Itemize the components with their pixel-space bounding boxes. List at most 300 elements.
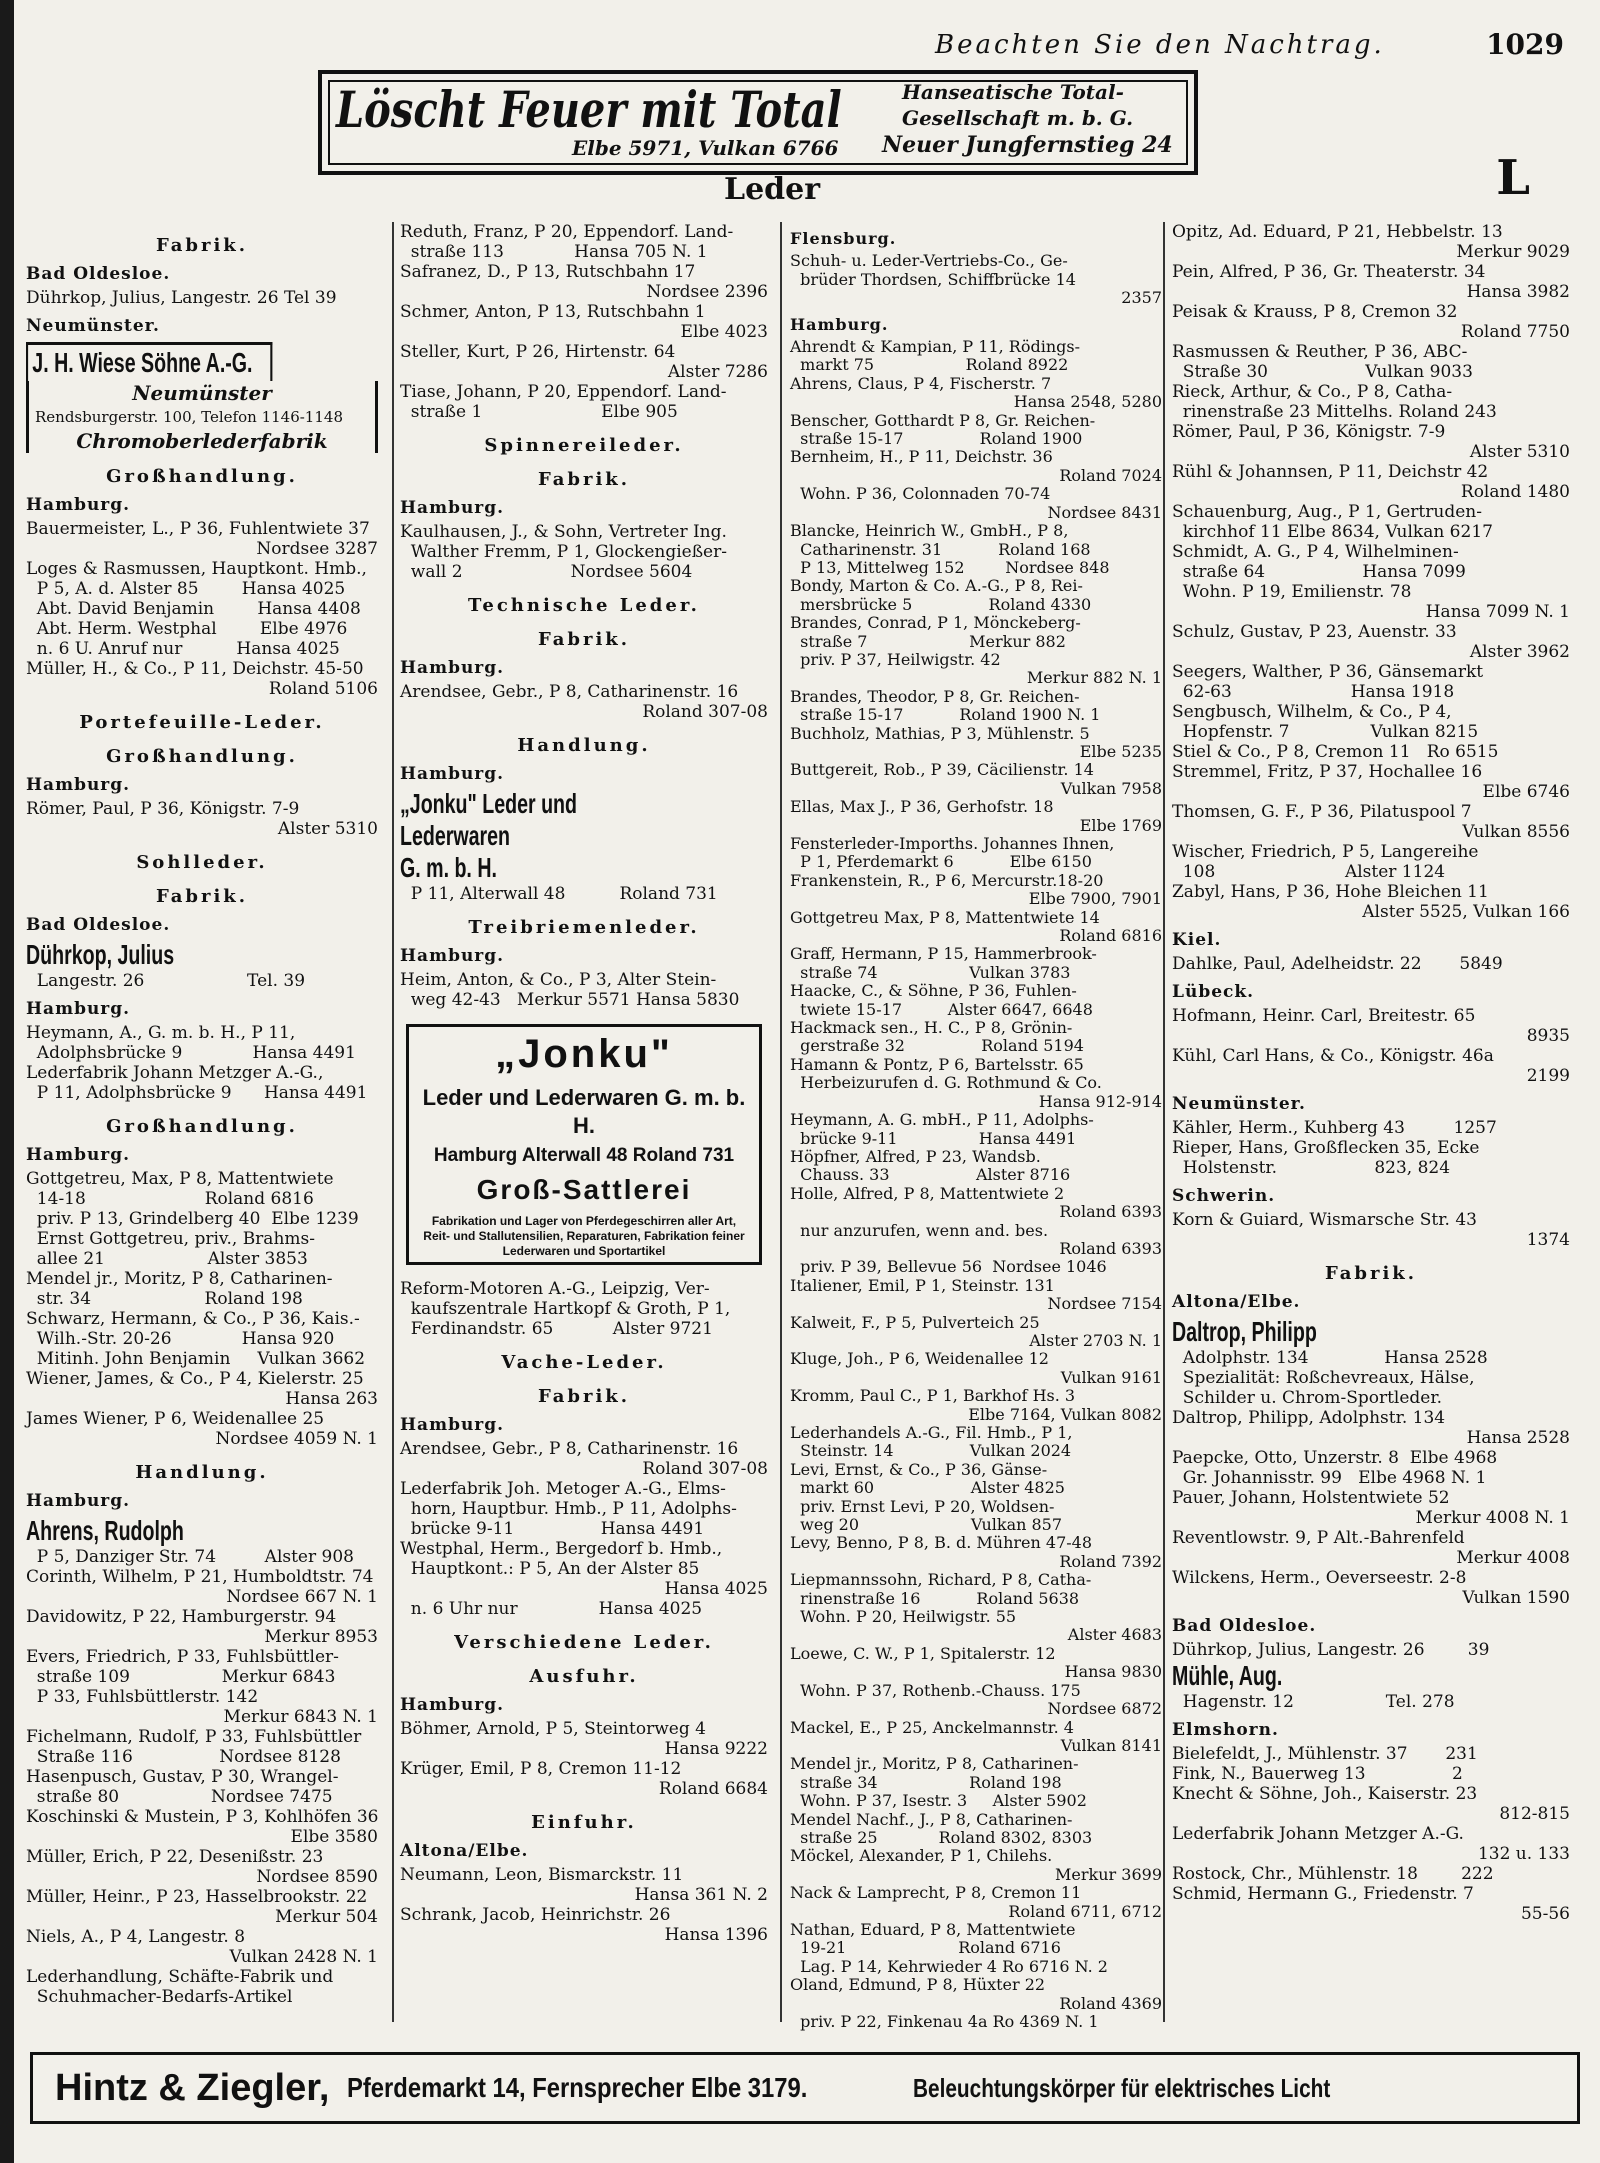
entry-phone: Alster 7286 (667, 362, 768, 382)
bottom-ad-address: Pferdemarkt 14, Fernsprecher Elbe 3179. (347, 2072, 808, 2103)
entry-line: Steinstr. 14 Vulkan 2024 (790, 1441, 1072, 1461)
entry-line: straße 34 Roland 198 (790, 1772, 1062, 1792)
entry-line: allee 21 Alster 3853 (26, 1249, 308, 1269)
category-heading: Sohlleder. (136, 852, 268, 873)
entry-line: Römer, Paul, P 36, Königstr. 7-9 (1172, 422, 1446, 442)
entry-line: Italiener, Emil, P 1, Steinstr. 131 (790, 1275, 1055, 1295)
entry-phone: Merkur 504 (275, 1907, 378, 1927)
entry-line: Loges & Rasmussen, Hauptkont. Hmb., (26, 559, 367, 579)
entry-line: Fichelmann, Rudolf, P 33, Fuhlsbüttler (26, 1727, 362, 1747)
entry-line: Wohn. P 37, Isestr. 3 Alster 5902 (790, 1791, 1087, 1811)
entry-line: Nathan, Eduard, P 8, Mattentwiete (790, 1919, 1076, 1939)
entry-line: Hofmann, Heinr. Carl, Breitestr. 65 (1172, 1006, 1476, 1026)
city-heading: Altona/Elbe. (400, 1841, 529, 1861)
entry-line: Gr. Johannisstr. 99 Elbe 4968 N. 1 (1172, 1468, 1487, 1488)
entry-line: Reform-Motoren A.-G., Leipzig, Ver- (400, 1279, 710, 1299)
entry-line: Heim, Anton, & Co., P 3, Alter Stein- (400, 970, 717, 990)
entry-line: Langestr. 26 Tel. 39 (26, 971, 306, 991)
display-entry: Daltrop, Philipp (1172, 1316, 1317, 1347)
city-heading: Hamburg. (26, 1145, 131, 1165)
entry-phone: Nordsee 3287 (256, 539, 378, 559)
entry-line: Wilh.-Str. 20-26 Hansa 920 (26, 1329, 335, 1349)
page-number: 1029 (1486, 28, 1564, 61)
entry-line: Catharinenstr. 31 Roland 168 (790, 539, 1091, 559)
entry-line: Holle, Alfred, P 8, Mattentwiete 2 (790, 1183, 1065, 1203)
entry-line: Chauss. 33 Alster 8716 (790, 1165, 1071, 1185)
entry-phone: 2199 (1526, 1066, 1570, 1086)
entry-line: Seegers, Walther, P 36, Gänsemarkt (1172, 662, 1484, 682)
entry-line: Rasmussen & Reuther, P 36, ABC- (1172, 342, 1468, 362)
entry-line: Lederhandels A.-G., Fil. Hmb., P 1, (790, 1423, 1073, 1442)
entry-line: Kähler, Herm., Kuhberg 43 1257 (1172, 1118, 1497, 1138)
entry-line: Straße 30 Vulkan 9033 (1172, 362, 1473, 382)
entry-phone: Alster 2703 N. 1 (1029, 1330, 1162, 1350)
city-heading: Hamburg. (400, 1415, 505, 1435)
entry-line: Römer, Paul, P 36, Königstr. 7-9 (26, 799, 300, 819)
entry-line: Lederhandlung, Schäfte-Fabrik und (26, 1967, 334, 1987)
ad-box-line: Neumünster (26, 381, 378, 405)
entry-line: Fink, N., Bauerweg 13 2 (1172, 1764, 1463, 1784)
entry-line: Benscher, Gotthardt P 8, Gr. Reichen- (790, 410, 1096, 430)
entry-line: Tiase, Johann, P 20, Eppendorf. Land- (400, 382, 727, 402)
entry-line: Schilder u. Chrom-Sportleder. (1172, 1388, 1443, 1408)
entry-line: Knecht & Söhne, Joh., Kaiserstr. 23 (1172, 1784, 1478, 1804)
entry-line: nur anzurufen, wenn and. bes. (790, 1220, 1049, 1240)
category-heading: Technische Leder. (468, 595, 700, 616)
category-heading: Großhandlung. (106, 746, 298, 767)
entry-line: priv. P 22, Finkenau 4a Ro 4369 N. 1 (790, 2012, 1099, 2031)
jonku-ad-line: Leder und Lederwaren G. m. b. H. (406, 1081, 762, 1143)
entry-line: Pein, Alfred, P 36, Gr. Theaterstr. 34 (1172, 262, 1486, 282)
city-heading: Hamburg. (400, 498, 505, 518)
entry-line: Höpfner, Alfred, P 23, Wandsb. (790, 1146, 1041, 1166)
bottom-ad-company: Hintz & Ziegler, (55, 2066, 330, 2109)
ad-box-line: Rendsburgerstr. 100, Telefon 1146-1148 (26, 405, 378, 429)
display-entry: Dührkop, Julius (26, 939, 175, 970)
entry-line: Heymann, A. G. mbH., P 11, Adolphs- (790, 1110, 1094, 1130)
entry-line: wall 2 Nordsee 5604 (400, 562, 693, 582)
entry-phone: Elbe 7164, Vulkan 8082 (968, 1404, 1162, 1424)
entry-line: kirchhof 11 Elbe 8634, Vulkan 6217 (1172, 522, 1493, 542)
entry-phone: Elbe 4023 (680, 322, 768, 342)
entry-line: Kromm, Paul C., P 1, Barkhof Hs. 3 (790, 1386, 1076, 1406)
category-heading: Spinnereileder. (484, 435, 684, 456)
entry-line: Bernheim, H., P 11, Deichstr. 36 (790, 447, 1053, 467)
entry-line: Niels, A., P 4, Langestr. 8 (26, 1927, 246, 1947)
entry-line: Arendsee, Gebr., P 8, Catharinenstr. 16 (400, 1439, 739, 1459)
entry-phone: Alster 3962 (1469, 642, 1570, 662)
page-edge (0, 0, 14, 2163)
entry-line: Bondy, Marton & Co. A.-G., P 8, Rei- (790, 576, 1083, 596)
column-1 (26, 222, 378, 2007)
entry-line: Schmid, Hermann G., Friedenstr. 7 (1172, 1884, 1474, 1904)
entry-phone: Vulkan 2428 N. 1 (229, 1947, 378, 1967)
entry-line: Daltrop, Philipp, Adolphstr. 134 (1172, 1408, 1446, 1428)
entry-line: Schulz, Gustav, P 23, Auenstr. 33 (1172, 622, 1457, 642)
entry-line: priv. P 37, Heilwigstr. 42 (790, 649, 1001, 669)
category-heading: Handlung. (135, 1462, 269, 1483)
entry-phone: Elbe 1769 (1079, 815, 1162, 835)
category-heading: Handlung. (517, 735, 651, 756)
city-heading: Hamburg. (400, 946, 505, 966)
entry-line: markt 75 Roland 8922 (790, 355, 1069, 375)
entry-line: Rostock, Chr., Mühlenstr. 18 222 (1172, 1864, 1494, 1884)
entry-line: Ahrendt & Kampian, P 11, Rödings- (790, 337, 1080, 357)
category-heading: Fabrik. (537, 1386, 631, 1407)
entry-line: Müller, H., & Co., P 11, Deichstr. 45-50 (26, 659, 364, 679)
entry-line: brücke 9-11 Hansa 4491 (790, 1128, 1077, 1148)
category-heading: Fabrik. (155, 886, 249, 907)
entry-line: gerstraße 32 Roland 5194 (790, 1036, 1084, 1056)
entry-line: rinenstraße 23 Mittelhs. Roland 243 (1172, 402, 1497, 422)
entry-phone: Elbe 5235 (1079, 741, 1162, 761)
entry-line: straße 109 Merkur 6843 (26, 1667, 336, 1687)
category-heading: Großhandlung. (106, 1116, 298, 1137)
entry-line: Lag. P 14, Kehrwieder 4 Ro 6716 N. 2 (790, 1956, 1108, 1976)
entry-phone: 812-815 (1499, 1804, 1570, 1824)
top-ad-address: Neuer Jungfernstieg 24 (882, 132, 1173, 158)
entry-line: Hasenpusch, Gustav, P 30, Wrangel- (26, 1767, 339, 1787)
entry-phone: Elbe 6746 (1482, 782, 1570, 802)
column-divider (392, 222, 394, 2022)
jonku-ad-line: Fabrikation und Lager von Pferdegeschirren aller Art, Reit- und Stallutensilien, Reparaturen, Fabrikation feiner Lederwaren und Sportartikel (406, 1211, 762, 1265)
entry-line: Schauenburg, Aug., P 1, Gertruden- (1172, 502, 1482, 522)
entry-line: Lederfabrik Joh. Metoger A.-G., Elms- (400, 1479, 726, 1499)
entry-line: Buchholz, Mathias, P 3, Mühlenstr. 5 (790, 723, 1090, 743)
top-ad-company-1: Hanseatische Total- (902, 80, 1124, 104)
entry-line: 62-63 Hansa 1918 (1172, 682, 1455, 702)
bottom-advertisement (30, 2052, 1580, 2124)
entry-phone: Merkur 882 N. 1 (1026, 668, 1162, 688)
entry-phone: Merkur 8953 (264, 1627, 378, 1647)
city-heading: Hamburg. (790, 314, 889, 334)
display-entry: „Jonku" Leder und Lederwaren (400, 788, 578, 851)
entry-line: Ferdinandstr. 65 Alster 9721 (400, 1319, 713, 1339)
entry-phone: Nordsee 8431 (1047, 502, 1162, 522)
entry-line: Hauptkont.: P 5, An der Alster 85 (400, 1559, 700, 1579)
display-entry: Mühle, Aug. (1172, 1660, 1283, 1691)
entry-line: 108 Alster 1124 (1172, 862, 1446, 882)
top-ad-company-2: Gesellschaft m. b. G. (902, 106, 1134, 130)
entry-line: Schuhmacher-Bedarfs-Artikel (26, 1987, 293, 2007)
top-ad-phones: Elbe 5971, Vulkan 6766 (572, 136, 839, 160)
section-letter: L (1496, 150, 1530, 206)
entry-line: straße 80 Nordsee 7475 (26, 1787, 333, 1807)
entry-line: Adolphsbrücke 9 Hansa 4491 (26, 1043, 356, 1063)
category-heading: Fabrik. (155, 235, 249, 256)
entry-line: Lederfabrik Johann Metzger A.-G., (26, 1063, 324, 1083)
category-heading: Großhandlung. (106, 466, 298, 487)
entry-line: Müller, Heinr., P 23, Hasselbrookstr. 22 (26, 1887, 368, 1907)
entry-phone: Nordsee 2396 (646, 282, 768, 302)
entry-phone: 1374 (1526, 1230, 1570, 1250)
entry-line: Loewe, C. W., P 1, Spitalerstr. 12 (790, 1643, 1056, 1663)
category-heading: Portefeuille-Leder. (79, 712, 325, 733)
entry-line: Holstenstr. 823, 824 (1172, 1158, 1451, 1178)
entry-line: Dührkop, Julius, Langestr. 26 Tel 39 (26, 288, 337, 308)
entry-line: Wohn. P 36, Colonnaden 70-74 (790, 484, 1051, 504)
entry-line: Corinth, Wilhelm, P 21, Humboldtstr. 74 (26, 1567, 374, 1587)
category-heading: Fabrik. (1324, 1263, 1418, 1284)
city-heading: Hamburg. (400, 658, 505, 678)
entry-line: Koschinski & Mustein, P 3, Kohlhöfen 36 (26, 1807, 379, 1827)
entry-line: Hopfenstr. 7 Vulkan 8215 (1172, 722, 1479, 742)
entry-line: Rieper, Hans, Großflecken 35, Ecke (1172, 1138, 1480, 1158)
entry-phone: Vulkan 8556 (1462, 822, 1570, 842)
city-heading: Elmshorn. (1172, 1720, 1279, 1740)
entry-phone: Roland 7392 (1059, 1551, 1162, 1571)
entry-line: Thomsen, G. F., P 36, Pilatuspool 7 (1172, 802, 1472, 822)
entry-line: Kluge, Joh., P 6, Weidenallee 12 (790, 1349, 1049, 1369)
column-divider (780, 222, 782, 2022)
entry-line: Herbeizurufen d. G. Rothmund & Co. (790, 1073, 1102, 1093)
jonku-ad-line: Groß-Sattlerei (406, 1169, 762, 1211)
entry-phone: Elbe 3580 (290, 1827, 378, 1847)
entry-line: Straße 116 Nordsee 8128 (26, 1747, 341, 1767)
entry-line: Blancke, Heinrich W., GmbH., P 8, (790, 521, 1069, 541)
city-heading: Bad Oldesloe. (26, 915, 171, 935)
entry-line: Neumann, Leon, Bismarckstr. 11 (400, 1865, 684, 1885)
ad-box-line: Chromoberlederfabrik (26, 429, 378, 453)
category-heading: Fabrik. (537, 469, 631, 490)
entry-line: Graff, Hermann, P 15, Hammerbrook- (790, 944, 1097, 964)
entry-line: straße 25 Roland 8302, 8303 (790, 1827, 1093, 1847)
entry-phone: Alster 5310 (277, 819, 378, 839)
entry-phone: Roland 4369 (1059, 1993, 1162, 2013)
column-2 (400, 222, 768, 1945)
entry-phone: Nordsee 4059 N. 1 (215, 1429, 378, 1449)
jonku-ad-line: Hamburg Alterwall 48 Roland 731 (406, 1143, 762, 1169)
entry-line: Ahrens, Claus, P 4, Fischerstr. 7 (790, 373, 1052, 393)
entry-line: Hagenstr. 12 Tel. 278 (1172, 1692, 1455, 1712)
entry-phone: Roland 7750 (1460, 322, 1570, 342)
entry-line: Stremmel, Fritz, P 37, Hochallee 16 (1172, 762, 1483, 782)
entry-line: Westphal, Herm., Bergedorf b. Hmb., (400, 1539, 723, 1559)
entry-line: Krüger, Emil, P 8, Cremon 11-12 (400, 1759, 682, 1779)
entry-line: Mendel Nachf., J., P 8, Catharinen- (790, 1809, 1073, 1829)
entry-line: Kaulhausen, J., & Sohn, Vertreter Ing. (400, 522, 727, 542)
entry-phone: Alster 5525, Vulkan 166 (1362, 902, 1570, 922)
city-heading: Hamburg. (26, 775, 131, 795)
entry-line: Wohn. P 37, Rothenb.-Chauss. 175 (790, 1680, 1081, 1700)
entry-phone: Vulkan 8141 (1060, 1735, 1162, 1755)
entry-phone: Roland 6711, 6712 (1008, 1901, 1162, 1921)
entry-line: Zabyl, Hans, P 36, Hohe Bleichen 11 (1172, 882, 1489, 902)
entry-line: Reventlowstr. 9, P Alt.-Bahrenfeld (1172, 1528, 1465, 1548)
entry-line: Böhmer, Arnold, P 5, Steintorweg 4 (400, 1719, 706, 1739)
entry-line: n. 6 Uhr nur Hansa 4025 (400, 1599, 703, 1619)
city-heading: Bad Oldesloe. (26, 264, 171, 284)
entry-line: Hamann & Pontz, P 6, Bartelsstr. 65 (790, 1054, 1084, 1074)
entry-line: Mendel jr., Moritz, P 8, Catharinen- (26, 1269, 333, 1289)
entry-phone: Hansa 2548, 5280 (1013, 392, 1162, 412)
entry-line: brüder Thordsen, Schiffbrücke 14 (790, 269, 1076, 289)
entry-line: Mackel, E., P 25, Anckelmannstr. 4 (790, 1717, 1074, 1737)
entry-phone: Vulkan 1590 (1462, 1588, 1570, 1608)
entry-line: Davidowitz, P 22, Hamburgerstr. 94 (26, 1607, 337, 1627)
city-heading: Lübeck. (1172, 982, 1255, 1002)
entry-line: Opitz, Ad. Eduard, P 21, Hebbelstr. 13 (1172, 222, 1503, 242)
entry-phone: Nordsee 6872 (1047, 1699, 1162, 1719)
entry-line: 14-18 Roland 6816 (26, 1189, 314, 1209)
entry-line: Reduth, Franz, P 20, Eppendorf. Land- (400, 222, 734, 242)
ad-box-title: J. H. Wiese Söhne A.-G. (26, 342, 272, 381)
entry-line: n. 6 U. Anruf nur Hansa 4025 (26, 639, 340, 659)
entry-line: Ernst Gottgetreu, priv., Brahms- (26, 1229, 315, 1249)
entry-phone: Hansa 4025 (664, 1579, 768, 1599)
entry-line: Abt. David Benjamin Hansa 4408 (26, 599, 361, 619)
entry-line: straße 15-17 Roland 1900 (790, 429, 1083, 449)
entry-line: Safranez, D., P 13, Rutschbahn 17 (400, 262, 696, 282)
entry-line: mersbrücke 5 Roland 4330 (790, 594, 1092, 614)
entry-line: P 11, Alterwall 48 Roland 731 (400, 884, 718, 904)
entry-line: priv. P 13, Grindelberg 40 Elbe 1239 (26, 1209, 359, 1229)
city-heading: Altona/Elbe. (1172, 1292, 1301, 1312)
entry-line: Wohn. P 19, Emilienstr. 78 (1172, 582, 1412, 602)
entry-phone: Merkur 6843 N. 1 (223, 1707, 378, 1727)
entry-line: Müller, Erich, P 22, Desenißstr. 23 (26, 1847, 324, 1867)
entry-phone: Alster 5310 (1469, 442, 1570, 462)
top-advertisement (318, 70, 1198, 175)
category-heading: Fabrik. (537, 629, 631, 650)
entry-line: twiete 15-17 Alster 6647, 6648 (790, 999, 1093, 1019)
entry-line: Schwarz, Hermann, & Co., P 36, Kais.- (26, 1309, 360, 1329)
entry-line: straße 74 Vulkan 3783 (790, 962, 1071, 982)
entry-phone: Roland 6393 (1059, 1238, 1162, 1258)
category-heading: Vache-Leder. (501, 1352, 667, 1373)
city-heading: Kiel. (1172, 930, 1222, 950)
entry-line: Ellas, Max J., P 36, Gerhofstr. 18 (790, 797, 1054, 817)
entry-line: brücke 9-11 Hansa 4491 (400, 1519, 705, 1539)
entry-phone: Hansa 361 N. 2 (634, 1885, 768, 1905)
display-entry: Ahrens, Rudolph (26, 1515, 184, 1546)
entry-line: James Wiener, P 6, Weidenallee 25 (26, 1409, 325, 1429)
city-heading: Hamburg. (26, 999, 131, 1019)
entry-line: Korn & Guiard, Wismarsche Str. 43 (1172, 1210, 1477, 1230)
entry-line: Rieck, Arthur, & Co., P 8, Catha- (1172, 382, 1453, 402)
entry-line: Peisak & Krauss, P 8, Cremon 32 (1172, 302, 1458, 322)
entry-line: Brandes, Conrad, P 1, Mönckeberg- (790, 613, 1081, 633)
entry-line: priv. P 39, Bellevue 56 Nordsee 1046 (790, 1257, 1107, 1277)
entry-phone: Hansa 912-914 (1038, 1091, 1162, 1111)
city-heading: Hamburg. (400, 1695, 505, 1715)
entry-line: Möckel, Alexander, P 1, Chilehs. (790, 1846, 1053, 1866)
entry-line: Mitinh. John Benjamin Vulkan 3662 (26, 1349, 366, 1369)
entry-line: Kalweit, F., P 5, Pulverteich 25 (790, 1312, 1040, 1332)
entry-line: P 5, A. d. Alster 85 Hansa 4025 (26, 579, 346, 599)
category-heading: Ausfuhr. (529, 1666, 639, 1687)
entry-phone: 55-56 (1520, 1904, 1570, 1924)
entry-line: P 33, Fuhlsbüttlerstr. 142 (26, 1687, 259, 1707)
entry-phone: Roland 6816 (1059, 926, 1162, 946)
section-title: Leder (724, 172, 821, 207)
city-heading: Hamburg. (400, 764, 505, 784)
city-heading: Schwerin. (1172, 1186, 1276, 1206)
entry-line: Schmer, Anton, P 13, Rutschbahn 1 (400, 302, 706, 322)
entry-line: Spezialität: Roßchevreaux, Hälse, (1172, 1368, 1475, 1388)
entry-line: Levy, Benno, P 8, B. d. Mühren 47-48 (790, 1533, 1093, 1553)
entry-line: Rühl & Johannsen, P 11, Deichstr 42 (1172, 462, 1489, 482)
entry-line: str. 34 Roland 198 (26, 1289, 303, 1309)
entry-line: straße 7 Merkur 882 (790, 631, 1066, 651)
entry-line: Wiener, James, & Co., P 4, Kielerstr. 25 (26, 1369, 364, 1389)
entry-line: P 13, Mittelweg 152 Nordsee 848 (790, 557, 1110, 577)
top-ad-slogan: Löscht Feuer mit Total (336, 80, 842, 139)
entry-line: Wilckens, Herm., Oeverseestr. 2-8 (1172, 1568, 1467, 1588)
entry-line: straße 15-17 Roland 1900 N. 1 (790, 705, 1101, 725)
entry-line: rinenstraße 16 Roland 5638 (790, 1588, 1080, 1608)
entry-line: straße 1 Elbe 905 (400, 402, 678, 422)
entry-line: Gottgetreu Max, P 8, Mattentwiete 14 (790, 907, 1100, 927)
entry-line: straße 64 Hansa 7099 (1172, 562, 1466, 582)
entry-line: Wohn. P 20, Heilwigstr. 55 (790, 1607, 1017, 1627)
entry-line: Oland, Edmund, P 8, Hüxter 22 (790, 1975, 1046, 1995)
column-3 (790, 222, 1162, 2031)
entry-line: markt 60 Alster 4825 (790, 1478, 1065, 1498)
entry-line: horn, Hauptbur. Hmb., P 11, Adolphs- (400, 1499, 737, 1519)
entry-line: Schuh- u. Leder-Vertriebs-Co., Ge- (790, 251, 1068, 271)
entry-line: Liepmannssohn, Richard, P 8, Catha- (790, 1570, 1092, 1590)
entry-line: Evers, Friedrich, P 33, Fuhlsbüttler- (26, 1647, 339, 1667)
entry-line: Buttgereit, Rob., P 39, Cäcilienstr. 14 (790, 760, 1094, 780)
category-heading: Einfuhr. (531, 1812, 637, 1833)
entry-phone: Hansa 2528 (1466, 1428, 1570, 1448)
category-heading: Verschiedene Leder. (454, 1632, 714, 1653)
entry-line: kaufszentrale Hartkopf & Groth, P 1, (400, 1299, 731, 1319)
entry-line: Hackmack sen., H. C., P 8, Grönin- (790, 1018, 1073, 1038)
column-4 (1172, 222, 1570, 1924)
entry-line: P 5, Danziger Str. 74 Alster 908 (26, 1547, 354, 1567)
entry-line: Adolphstr. 134 Hansa 2528 (1172, 1348, 1488, 1368)
entry-phone: Nordsee 667 N. 1 (226, 1587, 378, 1607)
entry-line: Bauermeister, L., P 36, Fuhlentwiete 37 (26, 519, 370, 539)
entry-line: Schmidt, A. G., P 4, Wilhelminen- (1172, 542, 1459, 562)
city-heading: Neumünster. (26, 316, 160, 336)
entry-line: Mendel jr., Moritz, P 8, Catharinen- (790, 1754, 1079, 1774)
entry-line: priv. Ernst Levi, P 20, Woldsen- (790, 1496, 1055, 1516)
entry-line: Abt. Herm. Westphal Elbe 4976 (26, 619, 348, 639)
entry-line: Bielefeldt, J., Mühlenstr. 37 231 (1172, 1744, 1478, 1764)
entry-line: Nack & Lamprecht, P 8, Cremon 11 (790, 1883, 1082, 1903)
entry-line: Fensterleder-Imporths. Johannes Ihnen, (790, 834, 1115, 853)
entry-phone: Merkur 4008 (1456, 1548, 1570, 1568)
entry-phone: Roland 6684 (658, 1779, 768, 1799)
bottom-ad-slogan: Beleuchtungskörper für elektrisches Licht (913, 2072, 1331, 2103)
entry-phone: Roland 307-08 (642, 702, 768, 722)
entry-phone: Hansa 263 (285, 1389, 378, 1409)
entry-phone: Nordsee 8590 (256, 1867, 378, 1887)
entry-line: Kühl, Carl Hans, & Co., Königstr. 46a (1172, 1046, 1494, 1066)
entry-phone: Elbe 7900, 7901 (1028, 889, 1162, 909)
entry-line: Arendsee, Gebr., P 8, Catharinenstr. 16 (400, 682, 739, 702)
city-heading: Hamburg. (26, 1491, 131, 1511)
entry-phone: Merkur 9029 (1456, 242, 1570, 262)
entry-line: Heymann, A., G. m. b. H., P 11, (26, 1023, 296, 1043)
city-heading: Neumünster. (1172, 1094, 1306, 1114)
entry-phone: Roland 1480 (1460, 482, 1570, 502)
entry-line: Walther Fremm, P 1, Glockengießer- (400, 542, 727, 562)
entry-phone: 132 u. 133 (1477, 1844, 1570, 1864)
entry-phone: Hansa 1396 (664, 1925, 768, 1945)
entry-line: Frankenstein, R., P 6, Mercurstr.18-20 (790, 870, 1104, 890)
entry-phone: Roland 5106 (268, 679, 378, 699)
entry-phone: Hansa 7099 N. 1 (1425, 602, 1570, 622)
entry-phone: Merkur 3699 (1055, 1864, 1162, 1884)
entry-line: Haacke, C., & Söhne, P 36, Fuhlen- (790, 981, 1077, 1001)
entry-line: Stiel & Co., P 8, Cremon 11 Ro 6515 (1172, 742, 1499, 762)
entry-phone: 8935 (1526, 1026, 1570, 1046)
entry-line: weg 20 Vulkan 857 (790, 1515, 1063, 1535)
